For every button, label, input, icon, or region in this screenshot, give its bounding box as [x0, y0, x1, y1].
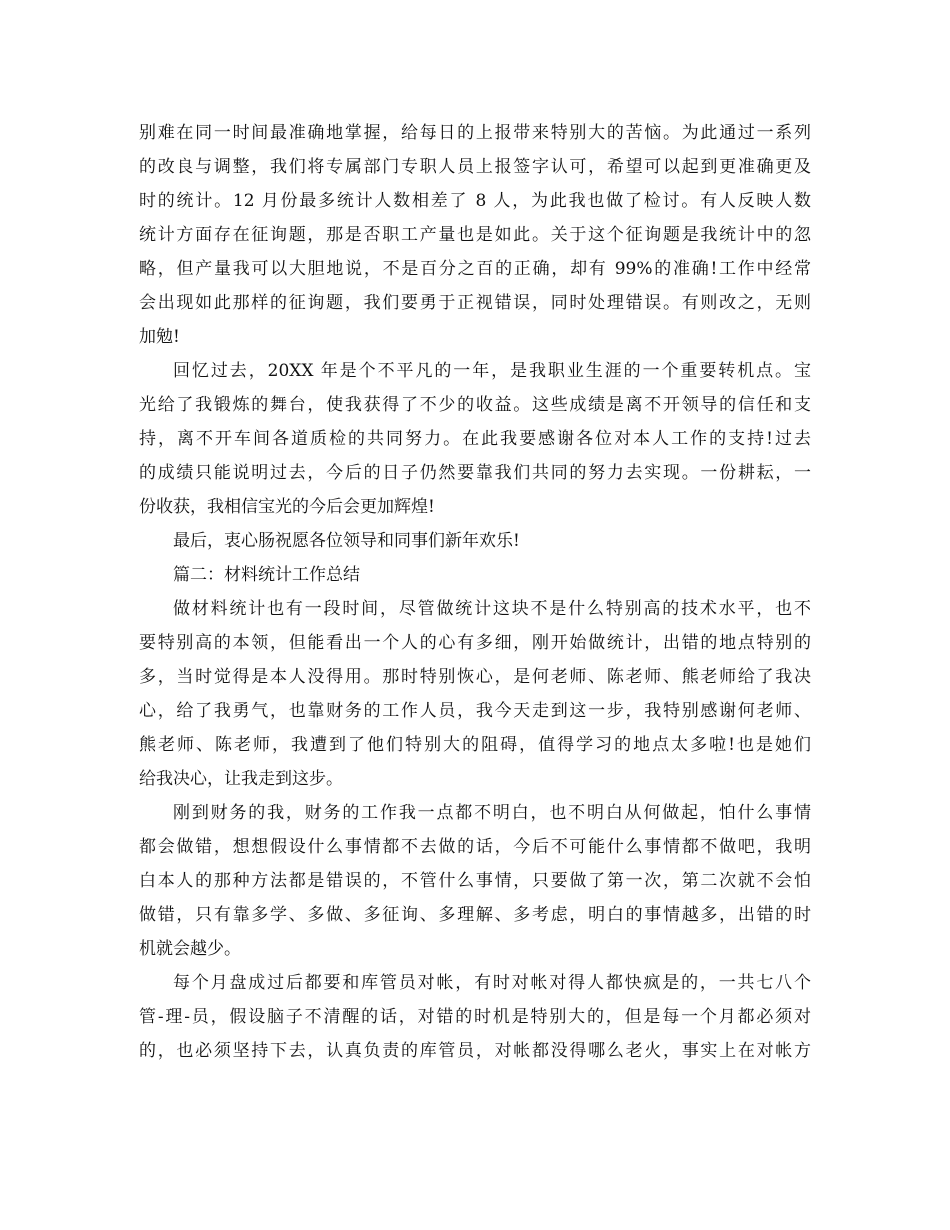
- document-line: 要特别高的本领，但能看出一个人的心有多细，刚开始做统计，出错的地点特别的: [139, 633, 811, 653]
- document-line: 最后，衷心肠祝愿各位领导和同事们新年欢乐!: [173, 531, 520, 551]
- document-line: 略，但产量我可以大胆地说，不是百分之百的正确，却有 99%的准确!工作中经常: [139, 259, 811, 279]
- document-line: 的，也必须坚持下去，认真负责的库管员，对帐都没得哪么老火，事实上在对帐方: [139, 1041, 811, 1061]
- document-line: 加勉!: [139, 327, 180, 347]
- document-line: 持，离不开车间各道质检的共同努力。在此我要感谢各位对本人工作的支持!过去: [139, 429, 811, 449]
- document-line: 回忆过去，20XX 年是个不平凡的一年，是我职业生涯的一个重要转机点。宝: [173, 361, 811, 381]
- document-line: 时的统计。12 月份最多统计人数相差了 8 人，为此我也做了检讨。有人反映人数: [139, 191, 811, 211]
- document-line: 每个月盘成过后都要和库管员对帐，有时对帐对得人都快疯是的，一共七八个: [173, 973, 811, 993]
- document-line: 机就会越少。: [139, 939, 241, 959]
- document-line: 熊老师、陈老师，我遭到了他们特别大的阻碍，值得学习的地点太多啦!也是她们: [139, 735, 811, 755]
- document-line: 管-理-员，假设脑子不清醒的话，对错的时机是特别大的，但是每一个月都必须对: [139, 1007, 811, 1027]
- document-line: 篇二：材料统计工作总结: [173, 565, 360, 585]
- document-line: 的改良与调整，我们将专属部门专职人员上报签字认可，希望可以起到更准确更及: [139, 157, 811, 177]
- document-body: [139, 116, 811, 1068]
- document-line: 给我决心，让我走到这步。: [139, 769, 343, 789]
- document-line: 的成绩只能说明过去，今后的日子仍然要靠我们共同的努力去实现。一份耕耘，一: [139, 463, 811, 483]
- document-line: 刚到财务的我，财务的工作我一点都不明白，也不明白从何做起，怕什么事情: [173, 803, 811, 823]
- document-line: 多，当时觉得是本人没得用。那时特别恢心，是何老师、陈老师、熊老师给了我决: [139, 667, 811, 687]
- document-line: 统计方面存在征询题，那是否职工产量也是如此。关于这个征询题是我统计中的忽: [139, 225, 811, 245]
- document-line: 会出现如此那样的征询题，我们要勇于正视错误，同时处理错误。有则改之，无则: [139, 293, 811, 313]
- document-line: 都会做错，想想假设什么事情都不去做的话，今后不可能什么事情都不做吧，我明: [139, 837, 811, 857]
- document-line: 份收获，我相信宝光的今后会更加辉煌!: [139, 497, 435, 517]
- document-line: 白本人的那种方法都是错误的，不管什么事情，只要做了第一次，第二次就不会怕: [139, 871, 811, 891]
- document-line: 别难在同一时间最准确地掌握，给每日的上报带来特别大的苦恼。为此通过一系列: [139, 123, 811, 143]
- document-line: 光给了我锻炼的舞台，使我获得了不少的收益。这些成绩是离不开领导的信任和支: [139, 395, 811, 415]
- document-line: 做材料统计也有一段时间，尽管做统计这块不是什么特别高的技术水平，也不: [173, 599, 811, 619]
- document-line: 心，给了我勇气，也靠财务的工作人员，我今天走到这一步，我特别感谢何老师、: [139, 701, 811, 721]
- document-line: 做错，只有靠多学、多做、多征询、多理解、多考虑，明白的事情越多，出错的时: [139, 905, 811, 925]
